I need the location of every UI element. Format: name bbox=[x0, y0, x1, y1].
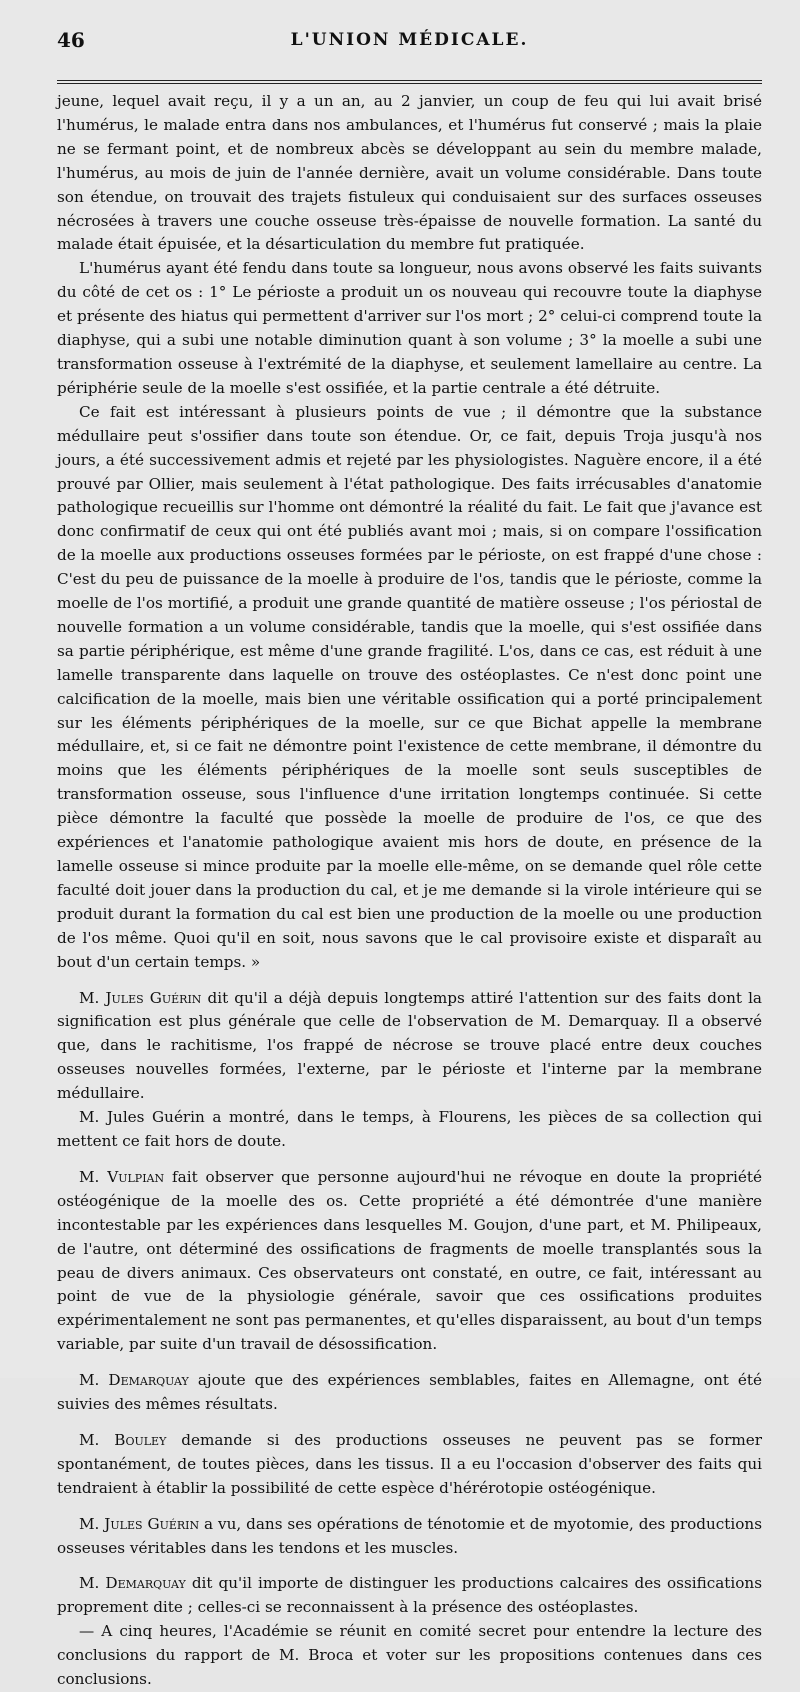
speaker-name: M. Vulpian bbox=[79, 1167, 165, 1186]
paragraph-text: a vu, dans ses opérations de ténotomie et de myotomie, des productions osseuses véritables dans les tendons et les muscles. bbox=[57, 1514, 762, 1557]
paragraph: — A cinq heures, l'Académie se réunit en comité secret pour entendre la lecture des conclusions du rapport de M. Broca et voter sur les propositions contenues dans ces conclusions. bbox=[57, 1622, 762, 1689]
paragraph bbox=[57, 1513, 762, 1561]
paragraph: jeune, lequel avait reçu, il y a un an, au 2 janvier, un coup de feu qui lui avait brisé l'humérus, le malade entra dans nos ambulances, et l'humérus fut conservé ; mais la plaie ne se fermant point, et de nombreux abcès se développant au sein du membre malade, l'humérus, au mois de juin de l'année dernière, avait un volume considérable. Dans toute son étendue, on trouvait des trajets fistuleux qui conduisaient sur des surfaces osseuses nécrosées à travers une couche osseuse très-épaisse de nouvelle formation. La santé du malade était épuisée, et la désarticulation du membre fut pratiquée. bbox=[57, 92, 762, 254]
paragraph bbox=[57, 1166, 762, 1357]
paragraph-text: fait observer que personne aujourd'hui ne révoque en doute la propriété ostéogénique de la moelle des os. Cette propriété a été démontrée d'une manière incontestable par les expériences dans lesquelles M. Goujon, d'une part, et M. Philipeaux, de l'autre, ont déterminé des ossifications de fragments de moelle transplantés sous la peau de divers animaux. Ces observateurs ont constaté, en outre, ce fait, intéressant au point de vue de la physiologie générale, savoir que ces ossifications produites expérimentalement ne sont pas permanentes, et qu'elles disparaissent, au bout d'un temps variable, par suite d'un travail de désossification. bbox=[57, 1167, 762, 1354]
paragraph-text: demande si des productions osseuses ne peuvent pas se former spontanément, de toutes pièces, dans les tissus. Il a eu l'occasion d'observer des faits qui tendraient à établir la possibilité de cette espèce d'hérérotopie ostéogénique. bbox=[57, 1430, 762, 1497]
speaker-name: M. Jules Guérin bbox=[79, 1514, 200, 1533]
speaker-name: M. Demarquay bbox=[79, 1574, 186, 1593]
paragraph bbox=[57, 1429, 762, 1501]
paragraph bbox=[57, 1369, 762, 1417]
speaker-name: M. Demarquay bbox=[79, 1371, 189, 1390]
journal-title: L'UNION MÉDICALE. bbox=[290, 30, 529, 50]
paragraph-text: ajoute que des expériences semblables, faites en Allemagne, ont été suivies des mêmes résultats. bbox=[57, 1371, 762, 1414]
paragraph-text: dit qu'il importe de distinguer les productions calcaires des ossifications proprement dite ; celles-ci se reconnaissent à la présence des ostéoplastes. bbox=[57, 1574, 762, 1617]
paragraph: M. Jules Guérin a montré, dans le temps, à Flourens, les pièces de sa collection qui mettent ce fait hors de doute. bbox=[57, 1108, 762, 1150]
page-header bbox=[57, 24, 762, 52]
paragraph-text: dit qu'il a déjà depuis longtemps attiré l'attention sur des faits dont la signification est plus générale que celle de l'observation de M. Demarquay. Il a observé que, dans le rachitisme, l'os frappé de nécrose se trouve placé entre deux couches osseuses nouvelles formées, l'externe, par le périoste et l'interne par la membrane médullaire. bbox=[57, 988, 762, 1103]
paragraph: L'humérus ayant été fendu dans toute sa longueur, nous avons observé les faits suivants du côté de cet os : 1° Le périoste a produit un os nouveau qui recouvre toute la diaphyse et présente des hiatus qui permettent d'arriver sur l'os mort ; 2° celui-ci comprend toute la diaphyse, qui a subi une notable diminution quant à son volume ; 3° la moelle a subi une transformation osseuse à l'extrémité de la diaphyse, et seulement lamellaire au centre. La périphérie seule de la moelle s'est ossifiée, et la partie centrale a été détruite. bbox=[57, 259, 762, 397]
header-rule bbox=[57, 80, 762, 84]
speaker-name: M. Jules Guérin bbox=[79, 988, 202, 1007]
article-body bbox=[57, 90, 762, 1692]
paragraph bbox=[57, 987, 762, 1107]
paragraph: Ce fait est intéressant à plusieurs points de vue ; il démontre que la substance médullaire peut s'ossifier dans toute son étendue. Or, ce fait, depuis Troja jusqu'à nos jours, a été successivement admis et rejeté par les physiologistes. Naguère encore, il a été prouvé par Ollier, mais seulement à l'état pathologique. Des faits irrécusables d'anatomie pathologique recueillis sur l'homme ont démontré la réalité du fait. Le fait que j'avance est donc confirmatif de ceux qui ont été publiés avant moi ; mais, si on compare l'ossification de la moelle aux productions osseuses formées par le périoste, on est frappé d'une chose : C'est du peu de puissance de la moelle à produire de l'os, tandis que le périoste, comme la moelle de l'os mortifié, a produit une grande quantité de matière osseuse ; l'os périostal de nouvelle formation a un volume considérable, tandis que la moelle, qui s'est ossifiée dans sa partie périphérique, est même d'une grande fragilité. L'os, dans ce cas, est réduit à une lamelle transparente dans laquelle on trouve des ostéoplastes. Ce n'est donc point une calcification de la moelle, mais bien une véritable ossification qui a porté principalement sur les éléments périphériques de la moelle, sur ce que Bichat appelle la membrane médullaire, et, si ce fait ne démontre point l'existence de cette membrane, il démontre du moins que les éléments périphériques de la moelle sont seuls susceptibles de transformation osseuse, sous l'influence d'une irritation longtemps continuée. Si cette pièce démontre la faculté que possède la moelle de produire de l'os, ce que des expériences et l'anatomie pathologique avaient mis hors de doute, en présence de la lamelle osseuse si mince produite par la moelle elle-même, on se demande quel rôle cette faculté doit jouer dans la production du cal, et je me demande si la virole intérieure qui se produit durant la formation du cal est bien une production de la moelle ou une production de l'os même. Quoi qu'il en soit, nous savons que le cal provisoire existe et disparaît au bout d'un certain temps. » bbox=[57, 402, 762, 971]
speaker-name: M. Bouley bbox=[79, 1430, 167, 1449]
paragraph bbox=[57, 1572, 762, 1620]
page-number: 46 bbox=[57, 28, 85, 52]
